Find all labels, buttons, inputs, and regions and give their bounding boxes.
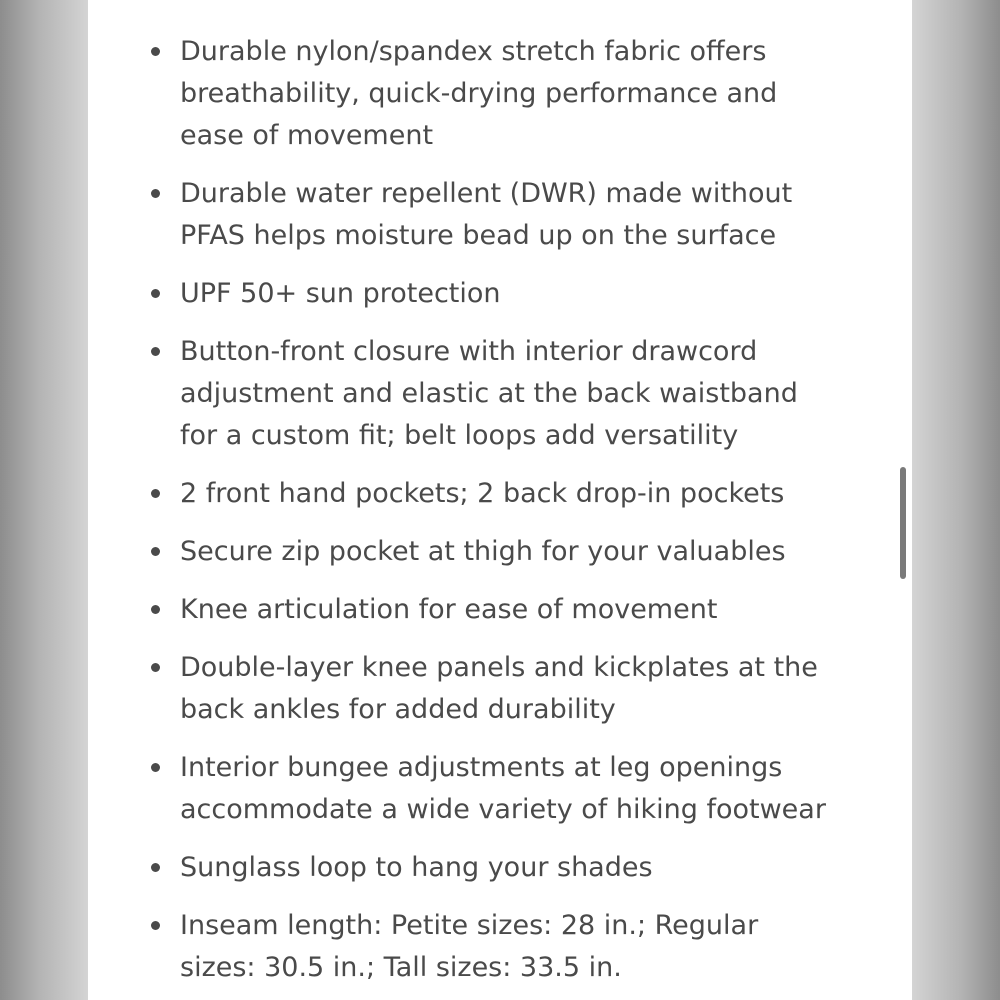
bullet-icon — [151, 763, 160, 772]
scrollbar-thumb[interactable] — [900, 467, 906, 579]
list-item — [88, 747, 860, 831]
bullet-icon — [151, 347, 160, 356]
list-item — [88, 331, 860, 457]
list-item — [88, 647, 860, 731]
right-backdrop — [912, 0, 1000, 1000]
bullet-icon — [151, 47, 160, 56]
feature-text-line: Durable water repellent (DWR) made without — [180, 178, 793, 209]
bullet-icon — [151, 863, 160, 872]
feature-list — [88, 31, 912, 1000]
feature-text-line: adjustment and elastic at the back waistband — [180, 378, 798, 409]
feature-text-line: Sunglass loop to hang your shades — [180, 852, 653, 883]
bullet-icon — [151, 921, 160, 930]
list-item — [88, 273, 860, 315]
list-item — [88, 31, 860, 157]
list-item — [88, 847, 860, 889]
feature-text-line: Secure zip pocket at thigh for your valuables — [180, 536, 786, 567]
left-backdrop — [0, 0, 88, 1000]
product-details-panel[interactable] — [88, 0, 912, 1000]
feature-text-line: ease of movement — [180, 120, 434, 151]
bullet-icon — [151, 489, 160, 498]
bullet-icon — [151, 289, 160, 298]
feature-text-line: UPF 50+ sun protection — [180, 278, 501, 309]
feature-text-line: accommodate a wide variety of hiking footwear — [180, 794, 826, 825]
bullet-icon — [151, 663, 160, 672]
bullet-icon — [151, 605, 160, 614]
list-item — [88, 173, 860, 257]
feature-text-line: breathability, quick-drying performance and — [180, 78, 778, 109]
feature-text-line: 2 front hand pockets; 2 back drop-in pockets — [180, 478, 785, 509]
feature-text-line: Inseam length: Petite sizes: 28 in.; Regular — [180, 910, 759, 941]
feature-text-line: sizes: 30.5 in.; Tall sizes: 33.5 in. — [180, 952, 622, 983]
bullet-icon — [151, 547, 160, 556]
list-item — [88, 531, 860, 573]
list-item — [88, 589, 860, 631]
feature-text-line: PFAS helps moisture bead up on the surface — [180, 220, 777, 251]
feature-text-line: Durable nylon/spandex stretch fabric offers — [180, 36, 767, 67]
feature-text-line: Interior bungee adjustments at leg openings — [180, 752, 783, 783]
feature-text-line: Double-layer knee panels and kickplates at the — [180, 652, 818, 683]
list-item — [88, 473, 860, 515]
feature-text-line: back ankles for added durability — [180, 694, 616, 725]
list-item — [88, 905, 860, 989]
bullet-icon — [151, 189, 160, 198]
feature-text-line: Button-front closure with interior drawcord — [180, 336, 758, 367]
feature-text-line: Knee articulation for ease of movement — [180, 594, 718, 625]
feature-text-line: for a custom fit; belt loops add versatility — [180, 420, 739, 451]
